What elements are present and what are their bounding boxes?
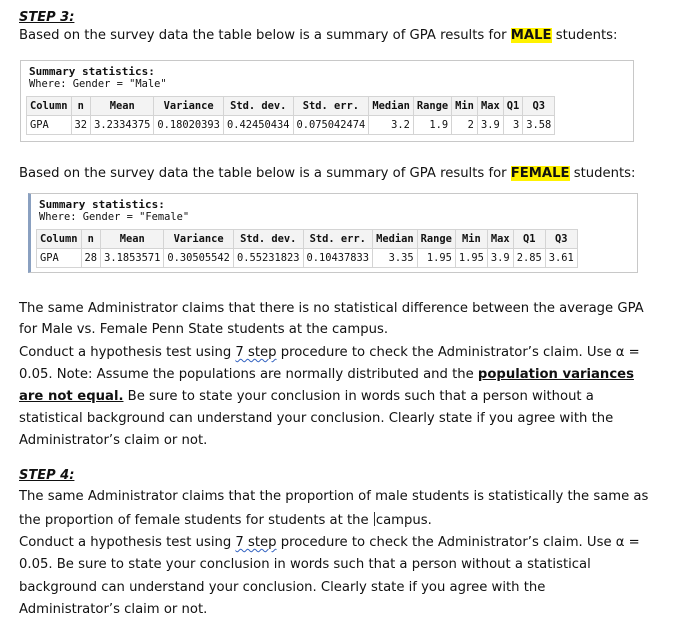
male-summary-title: Summary statistics: [29,65,155,78]
step4-line4: 0.05. Be sure to state your conclusion in words such that a person without a statistical [19,557,591,572]
column-header: Min [452,97,478,116]
step3-seven-step: 7 step [235,345,277,360]
table-cell: 1.9 [413,116,451,135]
female-highlight: FEMALE [510,166,570,181]
table-cell: 28 [81,249,101,268]
male-summary-where: Where: Gender = "Male" [29,78,167,90]
step4-heading: STEP 4: [19,468,75,483]
column-header: Max [477,97,503,116]
column-header: Mean [101,230,164,249]
female-summary-where: Where: Gender = "Female" [39,211,190,223]
step4-line2-end: campus. [375,513,432,528]
male-summary-panel [20,60,634,142]
are-not-equal: are not equal. [19,389,124,404]
column-header: Std. dev. [223,97,293,116]
table-cell: 3.2334375 [91,116,154,135]
column-header: Min [455,230,487,249]
step3-line4 [19,367,634,383]
column-header: Range [417,230,455,249]
step3-line7: Administrator’s claim or not. [19,433,208,448]
column-header: Mean [91,97,154,116]
table-cell: 3.58 [523,116,555,135]
table-cell: 0.10437833 [303,249,373,268]
step3-line4-start: 0.05. Note: Assume the populations are normally distributed and the [19,367,478,382]
step4-line6: Administrator’s claim or not. [19,602,208,617]
step4-line2-start: the proportion of female students for students at the [19,513,373,528]
step3-line5-end: Be sure to state your conclusion in words such that a person without a [123,389,594,404]
column-header: Q3 [523,97,555,116]
female-summary-panel [28,193,638,273]
male-table-header-row [27,97,555,116]
table-cell: 32 [71,116,91,135]
step4-line3-start: Conduct a hypothesis test using [19,535,236,550]
table-cell: 3.9 [487,249,513,268]
step4-line3 [19,535,640,551]
male-highlight: MALE [510,28,552,43]
text-cursor [374,512,375,526]
table-cell: 3.1853571 [101,249,164,268]
female-intro-end: students: [569,166,636,181]
female-summary-title: Summary statistics: [39,198,165,211]
table-cell: 1.95 [417,249,455,268]
column-header: Max [487,230,513,249]
table-cell: GPA [27,116,72,135]
step4-seven-step: 7 step [235,535,277,550]
male-intro [19,28,617,44]
step3-line3-end: procedure to check the Administrator’s claim. Use α = [276,345,640,360]
step4-line1: The same Administrator claims that the proportion of male students is statistically the same as [19,489,649,504]
column-header: Std. dev. [233,230,303,249]
step3-line5 [19,389,594,405]
step3-line3-start: Conduct a hypothesis test using [19,345,236,360]
male-intro-text: Based on the survey data the table below is a summary of GPA results for [19,28,511,43]
table-cell: 0.42450434 [223,116,293,135]
column-header: Median [369,97,414,116]
column-header: Column [37,230,82,249]
population-variances: population variances [477,367,634,382]
column-header: Variance [164,230,234,249]
female-stats-table [36,229,578,268]
table-cell: 0.30505542 [164,249,234,268]
table-cell: 2.85 [513,249,545,268]
step3-heading: STEP 3: [19,10,75,25]
table-cell: 3.9 [477,116,503,135]
column-header: Q3 [545,230,577,249]
female-table-header-row [37,230,578,249]
female-intro [19,166,635,182]
step3-line6: statistical background can understand your conclusion. Clearly state if you agree with the [19,411,614,426]
table-cell: 0.18020393 [154,116,224,135]
column-header: Std. err. [303,230,373,249]
column-header: Median [373,230,418,249]
table-cell: GPA [37,249,82,268]
column-header: Q1 [513,230,545,249]
table-cell: 3 [503,116,523,135]
column-header: Variance [154,97,224,116]
table-cell: 0.075042474 [293,116,369,135]
table-cell: 2 [452,116,478,135]
female-table-row [37,249,578,268]
column-header: Q1 [503,97,523,116]
column-header: Range [413,97,451,116]
step3-line2: for Male vs. Female Penn State students at the campus. [19,322,389,337]
step3-line3 [19,345,640,361]
table-cell: 1.95 [455,249,487,268]
step4-line2 [19,512,432,529]
table-cell: 3.2 [369,116,414,135]
female-intro-text: Based on the survey data the table below is a summary of GPA results for [19,166,511,181]
column-header: n [81,230,101,249]
step4-line3-end: procedure to check the Administrator’s claim. Use α = [276,535,640,550]
table-cell: 0.55231823 [233,249,303,268]
step3-line1: The same Administrator claims that there is no statistical difference between the average GPA [19,301,644,316]
male-stats-table [26,96,555,135]
column-header: Std. err. [293,97,369,116]
column-header: n [71,97,91,116]
table-cell: 3.61 [545,249,577,268]
male-intro-end: students: [551,28,618,43]
column-header: Column [27,97,72,116]
step4-line5: background can understand your conclusion. Clearly state if you agree with the [19,580,546,595]
table-cell: 3.35 [373,249,418,268]
male-table-row [27,116,555,135]
